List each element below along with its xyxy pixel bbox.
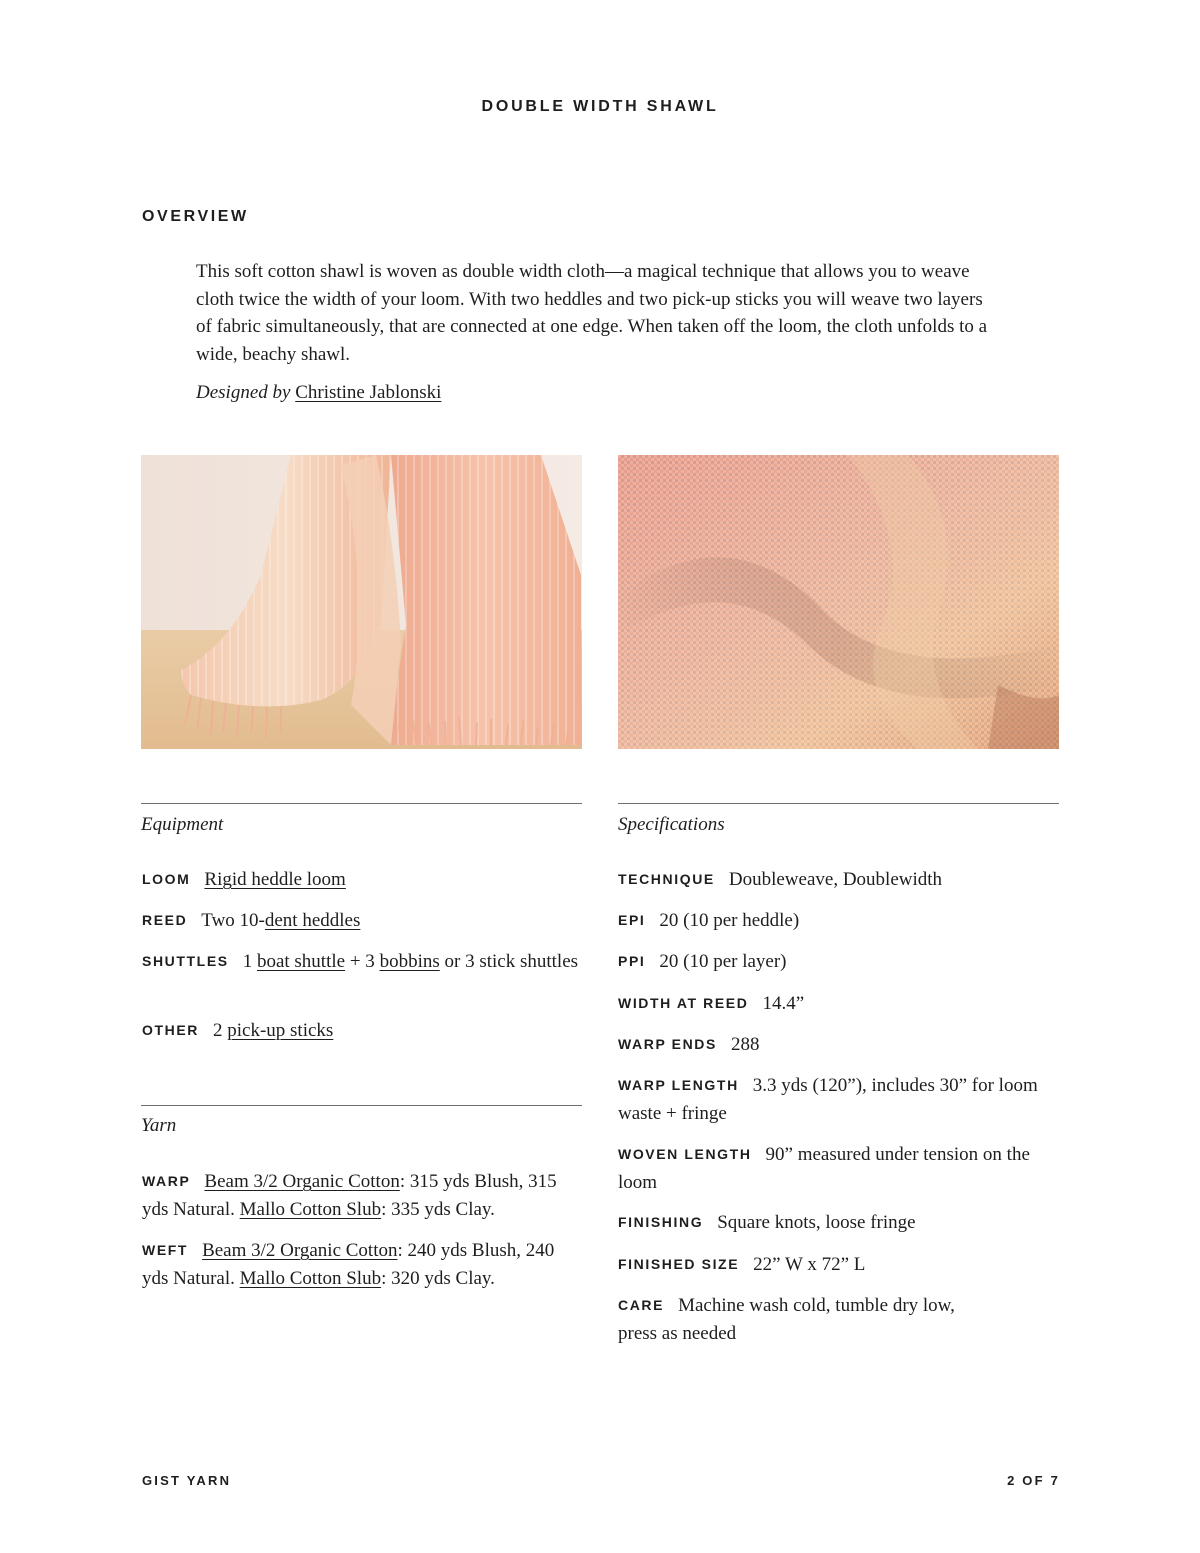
- shawl-texture-illustration: [618, 455, 1059, 749]
- weft-beam-cotton-link[interactable]: Beam 3/2 Organic Cotton: [202, 1240, 398, 1261]
- boat-shuttle-link[interactable]: boat shuttle: [256, 951, 346, 972]
- spec-label: TECHNIQUE: [618, 871, 715, 887]
- warp-text-1: : 315 yds Blush, 315 yds Natural.: [142, 1171, 557, 1220]
- spec-label: CARE: [618, 1297, 665, 1313]
- spec-value: 20 (10 per heddle): [659, 910, 800, 931]
- equipment-divider: [141, 803, 582, 804]
- weft-text-1: : 240 yds Blush, 240 yds Natural.: [142, 1240, 555, 1289]
- equipment-other: [142, 1017, 582, 1045]
- weft-mallo-slub-link[interactable]: Mallo Cotton Slub: [239, 1267, 382, 1289]
- shuttles-prefix: 1: [242, 951, 257, 972]
- shawl-texture-closeup-photo: [618, 455, 1059, 749]
- reed-prefix: Two 10-: [201, 910, 265, 931]
- shuttles-label: SHUTTLES: [142, 953, 229, 969]
- reed-label: REED: [142, 912, 188, 928]
- overview-paragraph: This soft cotton shawl is woven as double width cloth—a magical technique that allows you to weave cloth twice the width of your loom. With two heddles and two pick-up sticks you will weave two layers of fabric simultaneously, that are connected at one edge. When taken off the loom, the cloth unfolds to a wide, beachy shawl.: [196, 261, 988, 365]
- specifications-heading: Specifications: [618, 814, 725, 835]
- footer-brand: GIST YARN: [142, 1473, 232, 1488]
- warp-label: WARP: [142, 1173, 191, 1189]
- spec-row: [618, 990, 1063, 1018]
- spec-label: EPI: [618, 912, 646, 928]
- weft-text-2: : 320 yds Clay.: [381, 1267, 495, 1289]
- shuttles-mid: + 3: [345, 951, 380, 972]
- specifications-divider: [618, 803, 1059, 804]
- bobbins-link[interactable]: bobbins: [379, 951, 440, 972]
- spec-row: [618, 1292, 998, 1347]
- spec-value: Square knots, loose fringe: [717, 1212, 916, 1233]
- yarn-heading: Yarn: [141, 1115, 177, 1136]
- spec-value: Machine wash cold, tumble dry low, press as needed: [618, 1295, 955, 1344]
- dent-heddles-link[interactable]: dent heddles: [264, 910, 361, 931]
- spec-label: FINISHING: [618, 1214, 704, 1230]
- weft-label: WEFT: [142, 1242, 189, 1258]
- warp-mallo-slub-link[interactable]: Mallo Cotton Slub: [239, 1198, 382, 1220]
- yarn-warp: [142, 1168, 582, 1223]
- spec-row: [618, 1072, 1063, 1127]
- warp-beam-cotton-link[interactable]: Beam 3/2 Organic Cotton: [204, 1171, 400, 1192]
- page-number: 2 OF 7: [1007, 1473, 1060, 1488]
- shawl-draped-photo: [141, 455, 582, 749]
- designer-credit: [196, 382, 441, 404]
- rigid-heddle-loom-link[interactable]: Rigid heddle loom: [204, 869, 346, 890]
- equipment-heading: Equipment: [141, 814, 224, 835]
- equipment-loom: [142, 866, 582, 894]
- shawl-draped-illustration: [141, 455, 582, 749]
- spec-value: 3.3 yds (120”), includes 30” for loom waste + fringe: [618, 1075, 1038, 1124]
- loom-label: LOOM: [142, 871, 191, 887]
- spec-row: [618, 948, 1063, 976]
- spec-label: WARP ENDS: [618, 1036, 717, 1052]
- shuttles-suffix: or 3 stick shuttles: [439, 951, 579, 972]
- spec-value: 20 (10 per layer): [659, 951, 787, 972]
- spec-row: [618, 866, 1063, 894]
- designed-by-label: Designed by: [196, 382, 291, 403]
- spec-value: Doubleweave, Doublewidth: [728, 869, 943, 890]
- other-prefix: 2: [213, 1020, 228, 1041]
- spec-row: [618, 907, 1063, 935]
- spec-row: [618, 1209, 1063, 1237]
- spec-value: 22” W x 72” L: [753, 1254, 866, 1275]
- spec-row: [618, 1251, 1063, 1279]
- pick-up-sticks-link[interactable]: pick-up sticks: [227, 1020, 334, 1041]
- warp-text-2: : 335 yds Clay.: [381, 1198, 495, 1220]
- overview-heading: OVERVIEW: [142, 208, 249, 225]
- yarn-weft: [142, 1237, 582, 1292]
- spec-value: 14.4”: [762, 993, 805, 1014]
- spec-label: WARP LENGTH: [618, 1077, 739, 1093]
- equipment-shuttles: [142, 948, 582, 976]
- spec-value: 288: [730, 1034, 760, 1055]
- spec-value: 90” measured under tension on the loom: [618, 1144, 1030, 1193]
- spec-row: [618, 1031, 1063, 1059]
- document-title: DOUBLE WIDTH SHAWL: [481, 98, 719, 115]
- equipment-reed: [142, 907, 582, 935]
- spec-label: WIDTH AT REED: [618, 995, 749, 1011]
- spec-label: FINISHED SIZE: [618, 1256, 740, 1272]
- yarn-divider: [141, 1105, 582, 1106]
- spec-label: PPI: [618, 953, 646, 969]
- spec-row: [618, 1141, 1063, 1196]
- other-label: OTHER: [142, 1022, 199, 1038]
- spec-label: WOVEN LENGTH: [618, 1146, 752, 1162]
- designer-link[interactable]: Christine Jablonski: [295, 382, 442, 403]
